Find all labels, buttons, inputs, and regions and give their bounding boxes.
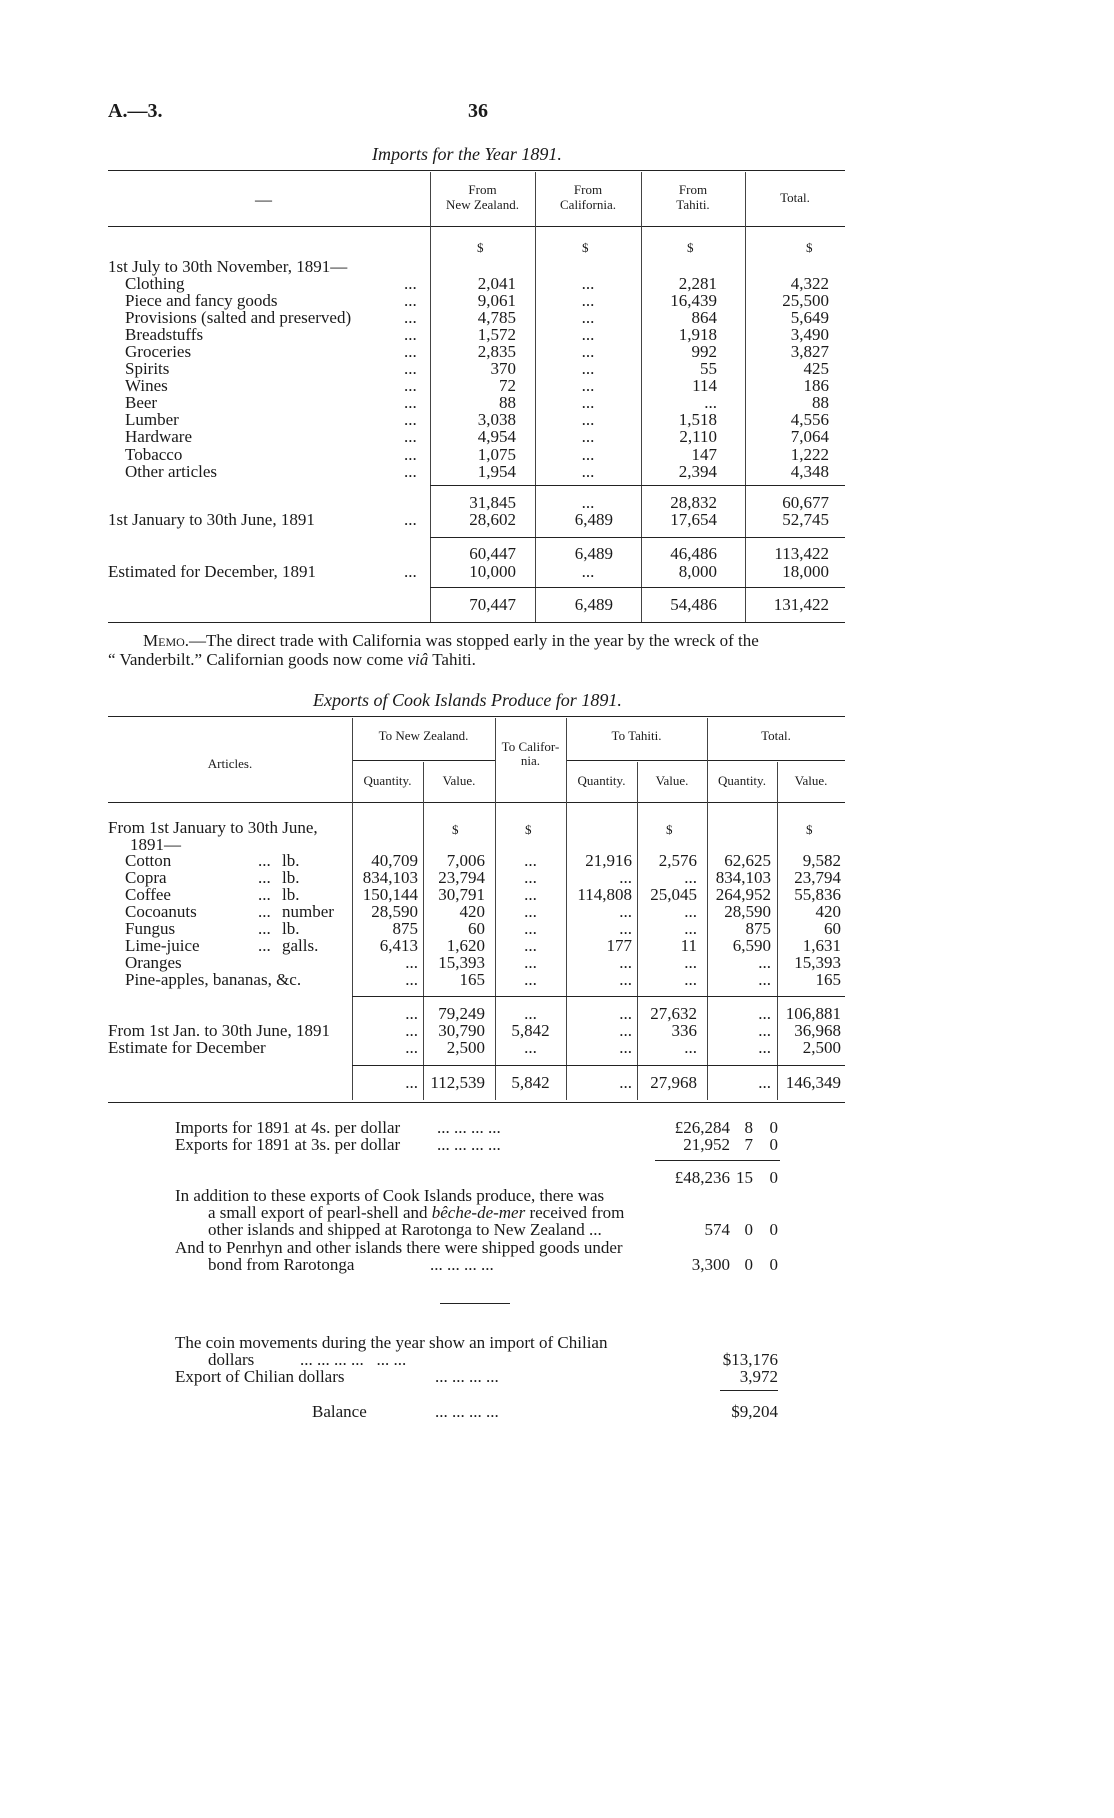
exports-row-tah-v: ...	[684, 919, 697, 938]
exports-row-tah-v: 25,045	[650, 885, 697, 904]
imports-row-tah: 992	[691, 342, 717, 361]
imports-row-label: Lumber	[125, 410, 179, 429]
exports-row-tah-q: ...	[619, 919, 632, 938]
exports-row-tah-q: ...	[619, 970, 632, 989]
imports-estimate-tah: 8,000	[678, 562, 717, 581]
imports-row-label: Provisions (salted and preserved)	[125, 308, 352, 327]
leader: ...	[404, 359, 417, 378]
exports-header-nz-value: Value.	[442, 773, 476, 788]
imports-currency-tah: $	[687, 240, 694, 255]
coin-line1: The coin movements during the year show an import of Chilian	[175, 1333, 608, 1352]
exports-row-unit: number	[282, 902, 334, 921]
imports-grand-total: 131,422	[773, 595, 829, 614]
exports-row-tah-q: ...	[619, 953, 632, 972]
exports-header-to-california: To Califor- nia.	[501, 739, 560, 768]
exports-row-tah-q: ...	[619, 902, 632, 921]
exports-sub1-tot-q: ...	[758, 1004, 771, 1023]
imports-row-nz: 4,785	[477, 308, 516, 327]
summary-penrhyn-line2: bond from Rarotonga	[208, 1255, 355, 1274]
exports-currency-total: $	[806, 822, 813, 837]
leader: ...	[404, 291, 417, 310]
leader: ... ... ... ...	[435, 1402, 499, 1421]
exports-row-tot-v: 1,631	[802, 936, 841, 955]
summary-addition-shillings: 0	[744, 1220, 753, 1239]
exports-row-tah-v: ...	[684, 953, 697, 972]
summary-penrhyn-pounds: 3,300	[691, 1255, 730, 1274]
summary-addition-pounds: 574	[704, 1220, 730, 1239]
imports-estimate-nz: 10,000	[469, 562, 516, 581]
leader: ...	[404, 274, 417, 293]
exports-row-tot-q: 6,590	[732, 936, 771, 955]
imports-row-nz: 72	[499, 376, 516, 395]
leader: ...	[404, 462, 417, 481]
leader: ...	[404, 427, 417, 446]
exports-grand-nz-v: 112,539	[430, 1073, 485, 1092]
imports-row-label: Wines	[125, 376, 168, 395]
exports-period-year: 1891—	[130, 835, 181, 854]
imports-row-tah: 55	[700, 359, 717, 378]
exports-row-nz-v: 30,791	[438, 885, 485, 904]
exports-row-cal: ...	[524, 953, 537, 972]
exports-row-tot-v: 23,794	[794, 868, 841, 887]
coin-import-amount: $13,176	[722, 1350, 778, 1369]
imports-header-nz: From New Zealand.	[446, 182, 519, 212]
exports-row-tah-q: ...	[619, 868, 632, 887]
imports-row-total: 186	[803, 376, 829, 395]
coin-line2: dollars	[208, 1350, 255, 1369]
exports-grand-cal: 5,842	[511, 1073, 550, 1092]
exports-from-jan-tot-v: 36,968	[794, 1021, 841, 1040]
exports-grand-tah-q: ...	[619, 1073, 632, 1092]
summary-exports-shillings: 7	[744, 1135, 753, 1154]
leader: ... ... ... ...	[437, 1135, 501, 1154]
exports-header-to-tahiti: To Tahiti.	[611, 728, 662, 743]
imports-header-california: From California.	[560, 182, 616, 212]
exports-estimate-tot-v: 2,500	[802, 1038, 841, 1057]
exports-row-tot-v: 9,582	[802, 851, 841, 870]
exports-currency-nz: $	[452, 822, 459, 837]
exports-row-tah-q: 114,808	[577, 885, 632, 904]
leader: ...	[404, 308, 417, 327]
imports-row-total: 3,490	[790, 325, 829, 344]
exports-row-tah-v: 2,576	[658, 851, 697, 870]
exports-row-tot-v: 55,836	[794, 885, 841, 904]
imports-row-nz: 1,075	[477, 445, 516, 464]
imports-row-nz: 370	[490, 359, 516, 378]
exports-row-nz-q: 834,103	[362, 868, 418, 887]
exports-row-tah-v: ...	[684, 868, 697, 887]
imports-row-nz: 1,954	[477, 462, 516, 481]
imports-sub2-nz: 60,447	[469, 544, 516, 563]
imports-title: Imports for the Year 1891.	[372, 144, 562, 164]
imports-memo: Memo.—The direct trade with California was stopped early in the year by the wreck of the “ Vanderbilt.” Californian goods now come viâ Tahiti.	[108, 631, 759, 669]
exports-grand-nz-q: ...	[405, 1073, 418, 1092]
exports-row-tot-q: 264,952	[715, 885, 771, 904]
exports-header-total: Total.	[761, 728, 791, 743]
exports-row-tot-v: 420	[815, 902, 841, 921]
leader: ...	[258, 885, 271, 904]
exports-row-tah-v: ...	[684, 970, 697, 989]
exports-row-cal: ...	[524, 936, 537, 955]
imports-row-tah: 2,110	[679, 427, 717, 446]
exports-period-label: From 1st January to 30th June,	[108, 818, 318, 837]
imports-row-total: 88	[812, 393, 829, 412]
imports-period2-tah: 17,654	[670, 510, 717, 529]
imports-grand-tah: 54,486	[670, 595, 717, 614]
summary-imports-pounds: £26,284	[674, 1118, 730, 1137]
imports-row-cal: ...	[581, 291, 595, 310]
exports-sub1-tah-v: 27,632	[650, 1004, 697, 1023]
exports-sub1-tah-q: ...	[619, 1004, 632, 1023]
summary-imports-pence: 0	[769, 1118, 778, 1137]
exports-row-nz-v: 1,620	[446, 936, 485, 955]
exports-row-nz-v: 15,393	[438, 953, 485, 972]
exports-row-nz-q: 6,413	[379, 936, 418, 955]
exports-row-unit: lb.	[282, 919, 300, 938]
summary-addition-line3: other islands and shipped at Rarotonga to New Zealand ...	[208, 1220, 602, 1239]
imports-row-total: 1,222	[790, 445, 829, 464]
leader: ... ... ... ...	[430, 1255, 494, 1274]
exports-currency-tah: $	[666, 822, 673, 837]
imports-grand-cal: 6,489	[574, 595, 613, 614]
imports-row-tah: 2,394	[678, 462, 717, 481]
exports-row-unit: lb.	[282, 885, 300, 904]
imports-header-total: Total.	[780, 190, 810, 205]
exports-estimate-cal: ...	[524, 1038, 537, 1057]
exports-row-nz-v: 7,006	[446, 851, 485, 870]
exports-row-tot-q: ...	[758, 953, 771, 972]
exports-row-label: Fungus	[125, 919, 176, 938]
imports-row-label: Tobacco	[125, 445, 183, 464]
exports-row-tah-q: 177	[606, 936, 632, 955]
imports-sub2-cal: 6,489	[574, 544, 613, 563]
imports-row-cal: ...	[581, 359, 595, 378]
exports-header-tot-value: Value.	[794, 773, 828, 788]
imports-row-total: 4,556	[790, 410, 829, 429]
exports-row-tah-v: 11	[680, 936, 697, 955]
exports-sub1-cal: ...	[524, 1004, 537, 1023]
exports-estimate-label: Estimate for December	[108, 1038, 266, 1057]
imports-estimate-total: 18,000	[782, 562, 829, 581]
imports-row-cal: ...	[581, 462, 595, 481]
leader: ...	[404, 342, 417, 361]
imports-row-label: Clothing	[125, 274, 185, 293]
imports-row-cal: ...	[581, 325, 595, 344]
imports-row-label: Beer	[125, 393, 158, 412]
imports-row-cal: ...	[581, 376, 595, 395]
leader: ...	[258, 936, 271, 955]
coin-export-label: Export of Chilian dollars	[175, 1367, 345, 1386]
imports-row-nz: 88	[499, 393, 516, 412]
imports-period2-nz: 28,602	[469, 510, 516, 529]
imports-row-cal: ...	[581, 427, 595, 446]
exports-row-cal: ...	[524, 919, 537, 938]
imports-row-tah: 1,518	[678, 410, 717, 429]
exports-header-tah-quantity: Quantity.	[577, 773, 626, 788]
exports-row-tot-q: 875	[745, 919, 771, 938]
exports-header-tot-quantity: Quantity.	[718, 773, 766, 788]
exports-row-tot-v: 165	[815, 970, 841, 989]
exports-row-label: Cocoanuts	[125, 902, 197, 921]
exports-grand-tah-v: 27,968	[650, 1073, 697, 1092]
summary-total-pence: 0	[769, 1168, 778, 1187]
imports-header-dash: —	[255, 190, 272, 209]
exports-row-label: Coffee	[125, 885, 171, 904]
exports-row-cal: ...	[524, 970, 537, 989]
imports-sub1-cal: ...	[581, 493, 595, 512]
summary-exports-label: Exports for 1891 at 3s. per dollar	[175, 1135, 401, 1154]
imports-row-tah: 864	[691, 308, 717, 327]
imports-row-total: 4,348	[790, 462, 829, 481]
summary-total-shillings: 15	[736, 1168, 753, 1187]
imports-grand-nz: 70,447	[469, 595, 516, 614]
exports-header-nz-quantity: Quantity.	[363, 773, 412, 788]
imports-row-nz: 2,835	[477, 342, 516, 361]
summary-penrhyn-pence: 0	[769, 1255, 778, 1274]
imports-row-cal: ...	[581, 445, 595, 464]
summary-imports-shillings: 8	[744, 1118, 753, 1137]
exports-row-tot-q: 834,103	[715, 868, 771, 887]
exports-from-jan-nz-v: 30,790	[438, 1021, 485, 1040]
imports-row-total: 25,500	[782, 291, 829, 310]
exports-row-tot-q: ...	[758, 970, 771, 989]
leader: ...	[404, 510, 417, 529]
imports-row-total: 3,827	[790, 342, 829, 361]
exports-header-to-nz: To New Zealand.	[378, 728, 469, 743]
exports-row-cal: ...	[524, 851, 537, 870]
exports-row-unit: lb.	[282, 868, 300, 887]
imports-row-label: Hardware	[125, 427, 193, 446]
imports-currency-total: $	[806, 240, 813, 255]
imports-currency-nz: $	[477, 240, 484, 255]
coin-export-amount: 3,972	[739, 1367, 778, 1386]
exports-row-cal: ...	[524, 902, 537, 921]
exports-row-label: Pine-apples, bananas, &c.	[125, 970, 302, 989]
imports-sub1-tah: 28,832	[670, 493, 717, 512]
leader: ...	[258, 851, 271, 870]
leader: ... ... ... ... ... ...	[300, 1350, 407, 1369]
imports-row-total: 5,649	[790, 308, 829, 327]
imports-row-tah: 2,281	[678, 274, 717, 293]
leader: ...	[404, 376, 417, 395]
exports-grand-tot-q: ...	[758, 1073, 771, 1092]
imports-row-label: Spirits	[125, 359, 170, 378]
imports-row-label: Breadstuffs	[125, 325, 204, 344]
leader: ...	[404, 562, 417, 581]
leader: ...	[258, 868, 271, 887]
exports-row-nz-q: 40,709	[371, 851, 418, 870]
exports-row-nz-v: 23,794	[438, 868, 485, 887]
exports-row-tah-q: 21,916	[585, 851, 632, 870]
summary-penrhyn-line1: And to Penrhyn and other islands there were shipped goods under	[175, 1238, 623, 1257]
imports-sub1-nz: 31,845	[469, 493, 516, 512]
exports-estimate-tah-v: ...	[684, 1038, 697, 1057]
summary-addition-line1: In addition to these exports of Cook Islands produce, there was	[175, 1186, 605, 1205]
exports-row-cal: ...	[524, 868, 537, 887]
imports-row-nz: 9,061	[477, 291, 516, 310]
exports-from-jan-tot-q: ...	[758, 1021, 771, 1040]
exports-grand-tot-v: 146,349	[785, 1073, 841, 1092]
page-ref: A.—3.	[108, 100, 163, 122]
summary-addition-pence: 0	[769, 1220, 778, 1239]
leader: ...	[404, 325, 417, 344]
section-divider	[440, 1303, 510, 1304]
exports-row-nz-v: 60	[468, 919, 485, 938]
exports-row-label: Cotton	[125, 851, 172, 870]
summary-exports-pence: 0	[769, 1135, 778, 1154]
summary-total-pounds: £48,236	[674, 1168, 730, 1187]
exports-header-articles: Articles.	[207, 756, 253, 771]
exports-sub1-nz-v: 79,249	[438, 1004, 485, 1023]
imports-currency-cal: $	[582, 240, 589, 255]
coin-balance-label: Balance	[312, 1402, 367, 1421]
imports-period2-total: 52,745	[782, 510, 829, 529]
exports-row-tot-q: 62,625	[724, 851, 771, 870]
exports-row-nz-q: ...	[405, 953, 418, 972]
exports-row-tot-q: 28,590	[724, 902, 771, 921]
imports-row-nz: 3,038	[477, 410, 516, 429]
exports-from-jan-tah-v: 336	[671, 1021, 697, 1040]
imports-row-label: Groceries	[125, 342, 192, 361]
coin-balance-amount: $9,204	[731, 1402, 778, 1421]
imports-row-cal: ...	[581, 410, 595, 429]
imports-row-label: Piece and fancy goods	[125, 291, 278, 310]
imports-row-tah: ...	[704, 393, 717, 412]
leader: ...	[258, 902, 271, 921]
exports-row-unit: lb.	[282, 851, 300, 870]
imports-period1-label: 1st July to 30th November, 1891—	[108, 257, 348, 276]
exports-title: Exports of Cook Islands Produce for 1891.	[313, 690, 622, 710]
exports-from-jan-tah-q: ...	[619, 1021, 632, 1040]
exports-row-tot-v: 15,393	[794, 953, 841, 972]
imports-sub2-tah: 46,486	[670, 544, 717, 563]
page-number: 36	[468, 100, 488, 122]
imports-row-nz: 4,954	[477, 427, 516, 446]
exports-row-tot-v: 60	[824, 919, 841, 938]
exports-currency-cal: $	[525, 822, 532, 837]
exports-sub1-tot-v: 106,881	[785, 1004, 841, 1023]
imports-row-tah: 1,918	[678, 325, 717, 344]
imports-row-label: Other articles	[125, 462, 218, 481]
exports-row-tah-v: ...	[684, 902, 697, 921]
imports-row-total: 425	[803, 359, 829, 378]
exports-row-label: Oranges	[125, 953, 182, 972]
exports-row-nz-q: 875	[392, 919, 418, 938]
exports-row-nz-q: 28,590	[371, 902, 418, 921]
exports-from-jan-nz-q: ...	[405, 1021, 418, 1040]
imports-row-tah: 114	[692, 376, 717, 395]
imports-row-total: 4,322	[790, 274, 829, 293]
summary-addition-line2: a small export of pearl-shell and bêche-de-mer received from	[208, 1203, 625, 1222]
leader: ...	[258, 919, 271, 938]
imports-estimate-label: Estimated for December, 1891	[108, 562, 316, 581]
imports-estimate-cal: ...	[581, 562, 595, 581]
imports-row-nz: 1,572	[477, 325, 516, 344]
imports-sub1-total: 60,677	[782, 493, 829, 512]
summary-exports-pounds: 21,952	[683, 1135, 730, 1154]
imports-row-cal: ...	[581, 274, 595, 293]
leader: ...	[404, 393, 417, 412]
imports-row-nz: 2,041	[477, 274, 516, 293]
exports-estimate-nz-v: 2,500	[446, 1038, 485, 1057]
exports-estimate-nz-q: ...	[405, 1038, 418, 1057]
imports-row-cal: ...	[581, 308, 595, 327]
exports-estimate-tot-q: ...	[758, 1038, 771, 1057]
summary-imports-label: Imports for 1891 at 4s. per dollar	[175, 1118, 401, 1137]
exports-estimate-tah-q: ...	[619, 1038, 632, 1057]
imports-row-cal: ...	[581, 342, 595, 361]
summary-penrhyn-shillings: 0	[744, 1255, 753, 1274]
exports-row-label: Copra	[125, 868, 167, 887]
leader: ... ... ... ...	[435, 1367, 499, 1386]
exports-row-cal: ...	[524, 885, 537, 904]
exports-row-nz-q: 150,144	[362, 885, 418, 904]
exports-header-tah-value: Value.	[655, 773, 689, 788]
exports-row-nz-q: ...	[405, 970, 418, 989]
imports-row-tah: 16,439	[670, 291, 717, 310]
leader: ... ... ... ...	[437, 1118, 501, 1137]
imports-row-total: 7,064	[790, 427, 829, 446]
imports-period2-label: 1st January to 30th June, 1891	[108, 510, 315, 529]
imports-header-tahiti: From Tahiti.	[676, 182, 710, 212]
imports-sub2-total: 113,422	[774, 544, 829, 563]
exports-row-nz-v: 165	[459, 970, 485, 989]
exports-from-jan-label: From 1st Jan. to 30th June, 1891	[108, 1021, 330, 1040]
imports-row-cal: ...	[581, 393, 595, 412]
leader: ...	[404, 410, 417, 429]
exports-row-unit: galls.	[282, 936, 319, 955]
imports-period2-cal: 6,489	[574, 510, 613, 529]
exports-row-label: Lime-juice	[125, 936, 200, 955]
exports-sub1-nz-q: ...	[405, 1004, 418, 1023]
leader: ...	[404, 445, 417, 464]
exports-from-jan-cal: 5,842	[511, 1021, 550, 1040]
exports-row-nz-v: 420	[459, 902, 485, 921]
imports-row-tah: 147	[691, 445, 717, 464]
